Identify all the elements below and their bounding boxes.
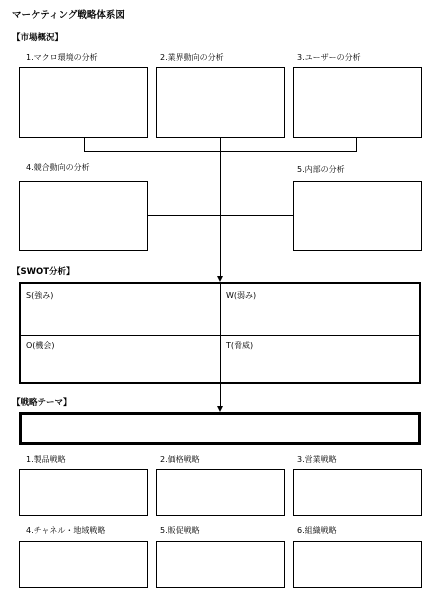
main-flow-line <box>220 384 221 407</box>
connector-line <box>84 138 85 151</box>
macro-analysis-box[interactable] <box>19 67 148 138</box>
connector-line <box>148 215 293 216</box>
internal-analysis-label: 5.内部の分析 <box>297 165 345 174</box>
swot-opportunities-label[interactable]: O(機会) <box>26 341 55 350</box>
macro-analysis-label: 1.マクロ環境の分析 <box>26 53 98 62</box>
industry-analysis-box[interactable] <box>156 67 285 138</box>
page-title: マーケティング戦略体系図 <box>12 10 125 21</box>
organization-strategy-box[interactable] <box>293 541 422 588</box>
sales-strategy-label: 3.営業戦略 <box>297 455 337 464</box>
main-flow-line <box>220 138 221 277</box>
swot-divider <box>21 335 419 336</box>
organization-strategy-label: 6.組織戦略 <box>297 526 337 535</box>
sales-strategy-box[interactable] <box>293 469 422 516</box>
channel-strategy-box[interactable] <box>19 541 148 588</box>
product-strategy-label: 1.製品戦略 <box>26 455 66 464</box>
swot-divider <box>220 284 221 382</box>
competitor-analysis-label: 4.競合動向の分析 <box>26 163 90 172</box>
user-analysis-box[interactable] <box>293 67 422 138</box>
user-analysis-label: 3.ユーザーの分析 <box>297 53 361 62</box>
price-strategy-label: 2.価格戦略 <box>160 455 200 464</box>
swot-grid <box>19 282 421 384</box>
swot-strengths-label[interactable]: S(強み) <box>26 291 54 300</box>
swot-weaknesses-label[interactable]: W(弱み) <box>226 291 257 300</box>
competitor-analysis-box[interactable] <box>19 181 148 251</box>
strategy-theme-heading: 【戦略テーマ】 <box>12 398 72 408</box>
price-strategy-box[interactable] <box>156 469 285 516</box>
swot-threats-label[interactable]: T(脅威) <box>226 341 254 350</box>
promotion-strategy-box[interactable] <box>156 541 285 588</box>
industry-analysis-label: 2.業界動向の分析 <box>160 53 224 62</box>
internal-analysis-box[interactable] <box>293 181 422 251</box>
product-strategy-box[interactable] <box>19 469 148 516</box>
strategy-theme-box[interactable] <box>19 412 421 445</box>
channel-strategy-label: 4.チャネル・地域戦略 <box>26 526 106 535</box>
market-overview-heading: 【市場概況】 <box>12 33 64 43</box>
connector-line <box>356 138 357 151</box>
swot-heading: 【SWOT分析】 <box>12 267 75 277</box>
promotion-strategy-label: 5.販促戦略 <box>160 526 200 535</box>
